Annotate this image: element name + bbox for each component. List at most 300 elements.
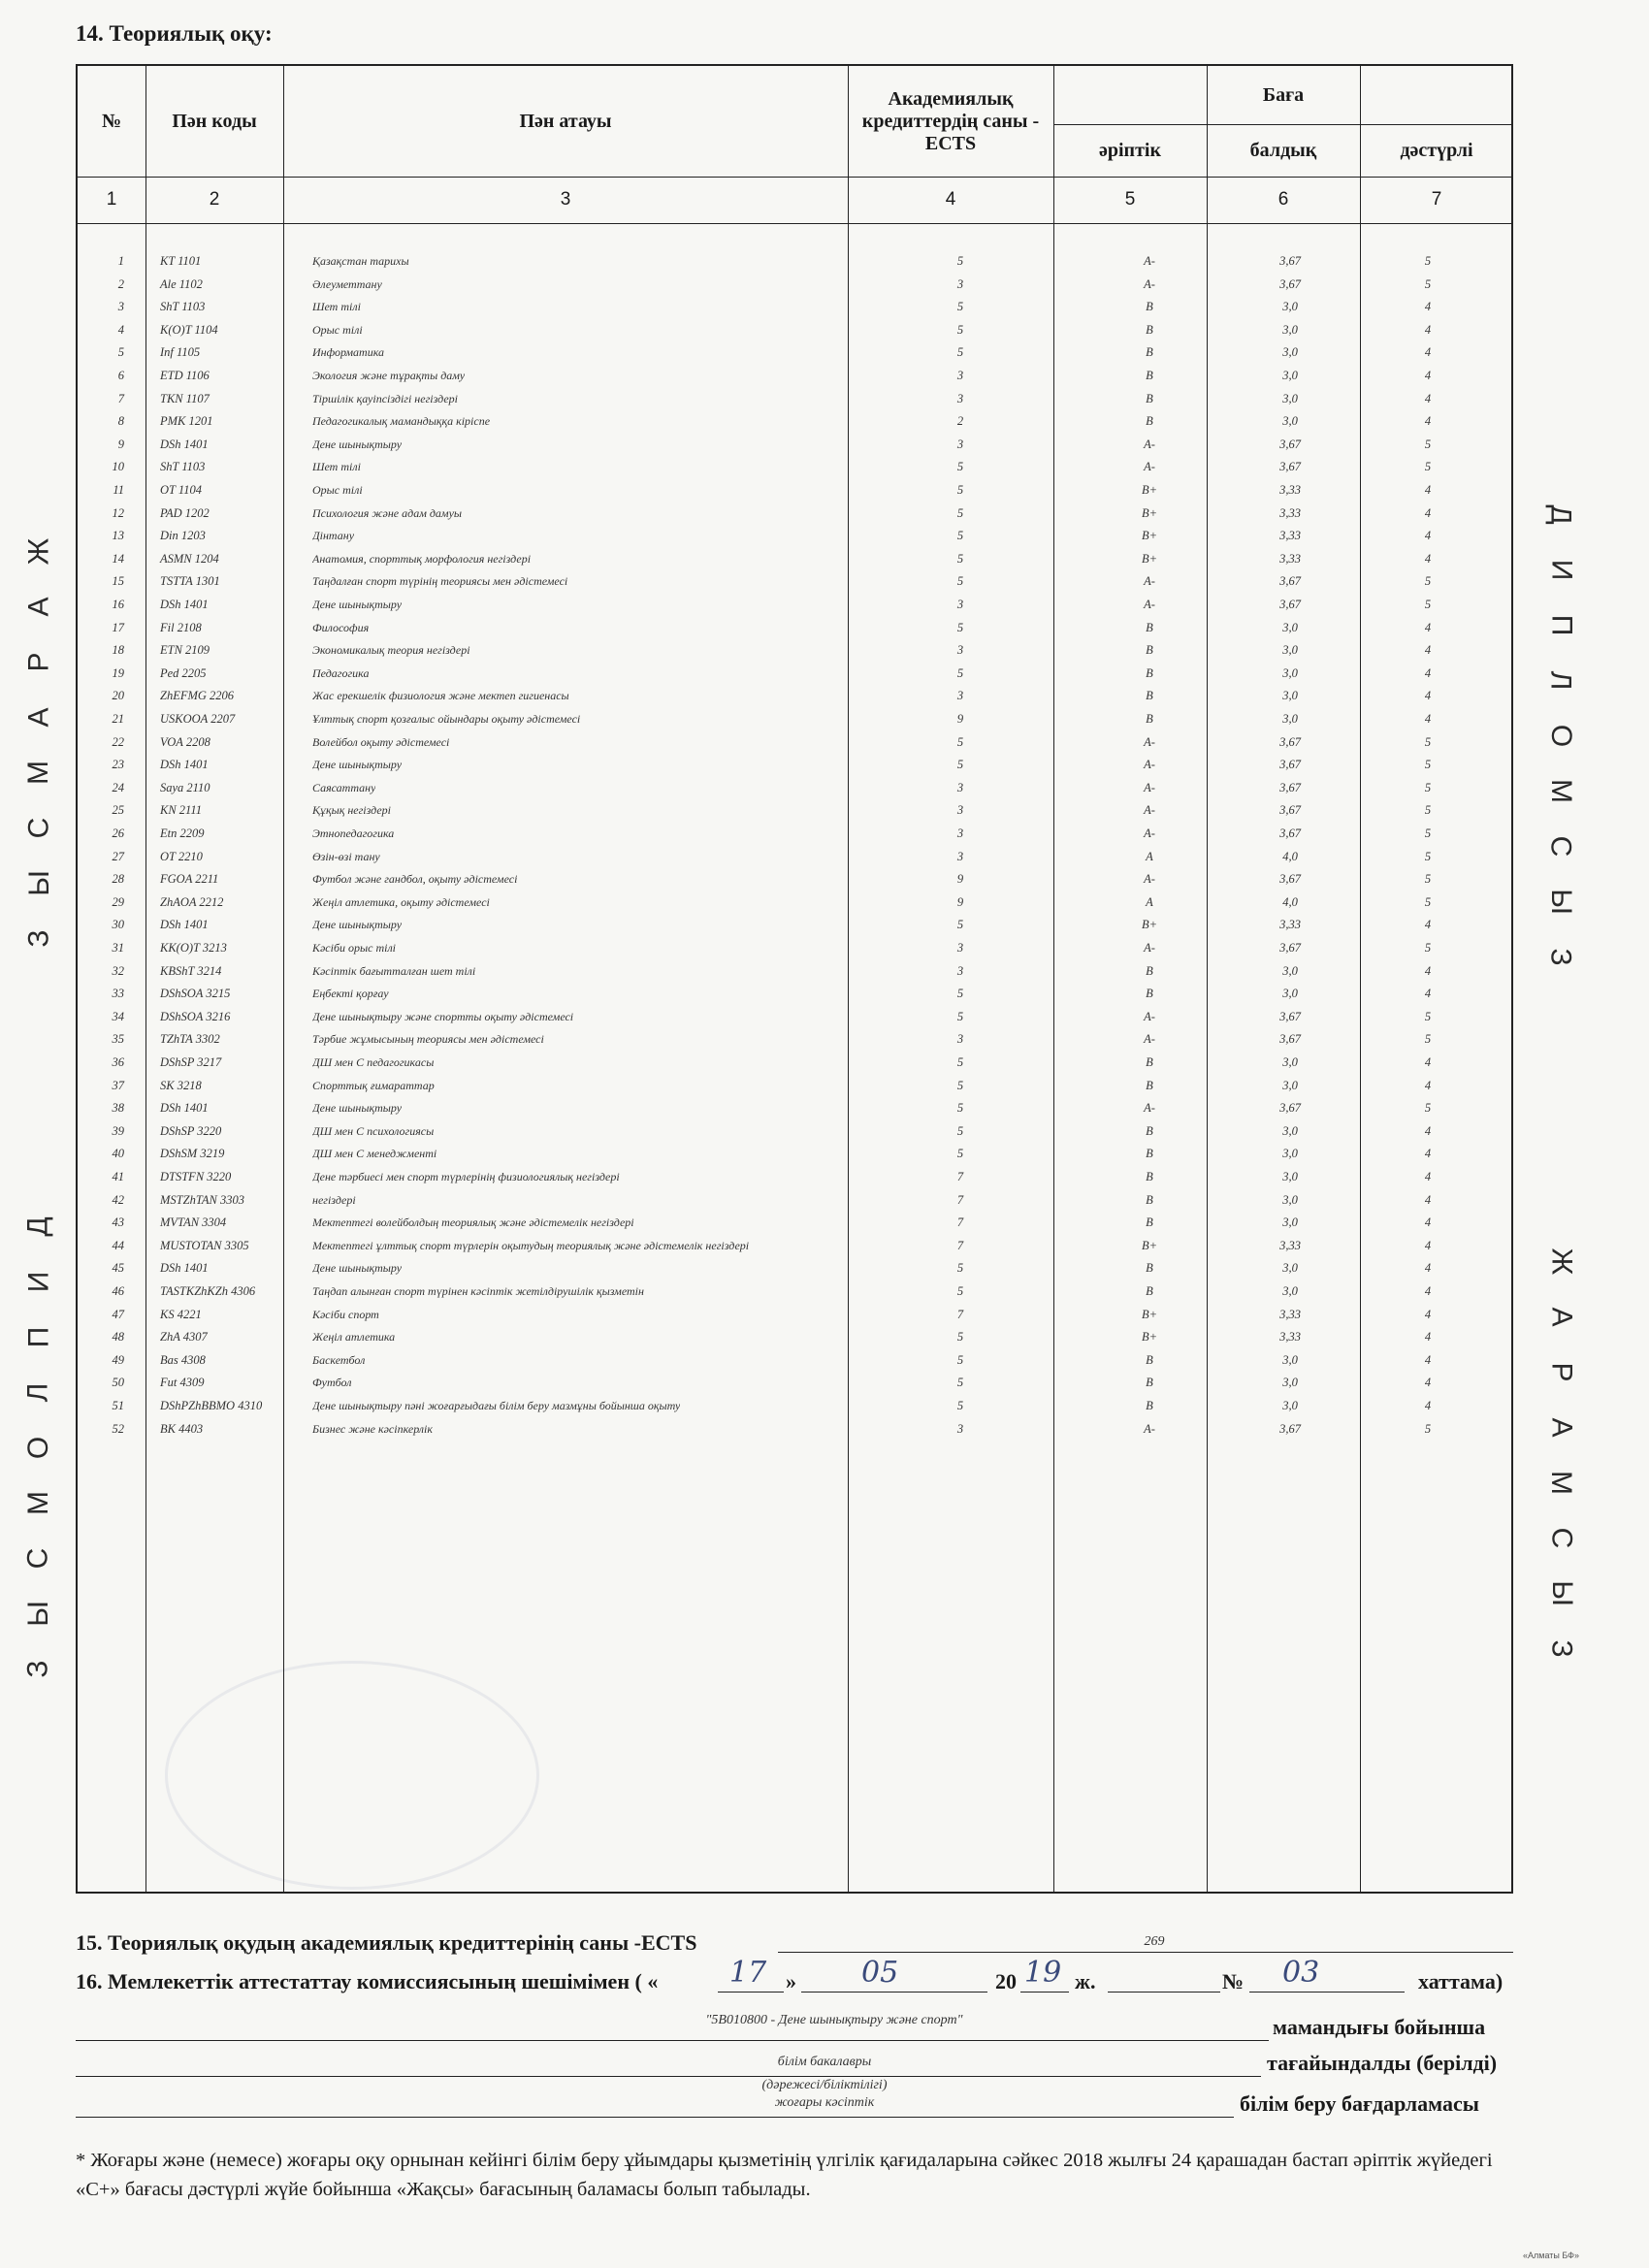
- course-code: Fil 2108: [160, 620, 202, 634]
- side-caption-letter: А: [1545, 1307, 1578, 1327]
- handwritten-month: 05: [861, 1956, 899, 1990]
- table-row: [0, 689, 1649, 711]
- side-caption-letter: М: [22, 761, 55, 785]
- grade-traditional: 5: [1424, 849, 1432, 863]
- course-name: Таңдап алынған спорт түрінен кәсіптік жетілдірушілік қызметін: [312, 1284, 644, 1298]
- course-code: MVTAN 3304: [160, 1215, 227, 1230]
- grade-traditional: 5: [1424, 276, 1432, 291]
- grade-points: 3,0: [1282, 322, 1298, 337]
- grade-traditional: 5: [1424, 254, 1432, 268]
- course-name: Футбол: [312, 1376, 352, 1390]
- course-name: Анатомия, спорттық морфология негіздері: [312, 551, 532, 566]
- column-number: 2: [209, 189, 220, 210]
- header-credits: Академиялық кредиттердің саны - ECTS: [861, 87, 1040, 154]
- grade-points: 3,33: [1279, 551, 1301, 566]
- grade-letter: B+: [1141, 918, 1158, 932]
- course-credits: 7: [956, 1170, 964, 1183]
- row-number: 38: [112, 1101, 124, 1116]
- table-row: [0, 781, 1649, 803]
- grade-letter: B: [1146, 1192, 1153, 1207]
- course-code: DSh 1401: [160, 1101, 209, 1116]
- course-code: KT 1101: [160, 254, 202, 268]
- row-number: 39: [112, 1123, 124, 1138]
- course-code: OT 1104: [160, 483, 202, 497]
- table-row: [0, 1032, 1649, 1054]
- grade-traditional: 5: [1424, 894, 1432, 909]
- row-number: 32: [112, 963, 124, 978]
- grade-letter: A-: [1144, 598, 1155, 611]
- course-code: Din 1203: [160, 529, 206, 543]
- grade-points: 3,67: [1279, 734, 1301, 749]
- course-credits: 5: [956, 1078, 964, 1092]
- grade-points: 3,33: [1279, 918, 1301, 932]
- grade-traditional: 4: [1424, 963, 1432, 978]
- course-code: VOA 2208: [160, 734, 210, 749]
- table-row: [0, 254, 1649, 276]
- course-credits: 9: [956, 872, 964, 887]
- side-caption-letter: З: [1545, 1639, 1578, 1658]
- footnote: * Жоғары және (немесе) жоғары оқу орнынан кейінгі білім беру ұйымдары қызметінің үлгілік қағидаларына сәйкес 2018 жылғы 24 қарашадан бастап әріптік жүйедегі «С+» бағасы дәстүрлі жүйе бойынша «Жақсы» бағасының баламасы болып табылады.: [76, 2150, 1493, 2200]
- table-row: [0, 506, 1649, 529]
- course-code: DShPZhBBMO 4310: [160, 1399, 263, 1412]
- course-credits: 5: [956, 918, 964, 932]
- course-name: ДШ мен С психологиясы: [312, 1123, 435, 1138]
- column-number: 1: [106, 189, 117, 210]
- grade-traditional: 4: [1424, 1284, 1432, 1298]
- course-name: Дінтану: [312, 529, 355, 543]
- table-row: [0, 414, 1649, 437]
- course-credits: 5: [956, 1399, 964, 1412]
- course-credits: 3: [956, 276, 964, 291]
- grade-points: 3,67: [1279, 803, 1301, 818]
- grade-traditional: 5: [1424, 758, 1432, 772]
- grade-letter: B: [1146, 1123, 1153, 1138]
- grade-traditional: 4: [1424, 918, 1432, 932]
- course-code: Etn 2209: [160, 826, 205, 840]
- course-code: MUSTOTAN 3305: [160, 1238, 249, 1252]
- course-credits: 7: [956, 1307, 964, 1321]
- degree-underline: [76, 2076, 1261, 2077]
- grade-traditional: 5: [1424, 460, 1432, 474]
- grade-letter: A-: [1144, 780, 1155, 794]
- course-name: Саясаттану: [312, 780, 376, 794]
- grade-letter: B: [1146, 322, 1153, 337]
- grade-traditional: 5: [1424, 1421, 1432, 1436]
- day-underline: [718, 1992, 784, 1993]
- table-row: [0, 369, 1649, 391]
- row-number: 41: [112, 1170, 124, 1183]
- grade-letter: A-: [1144, 1421, 1155, 1436]
- course-name: Әлеуметтану: [312, 276, 382, 291]
- side-caption-letter: И: [21, 1271, 54, 1293]
- course-credits: 5: [956, 1352, 964, 1367]
- row-number: 24: [112, 780, 124, 794]
- course-code: ZhEFMG 2206: [160, 689, 235, 703]
- course-name: Дене шынықтыру және спортты оқыту әдістемесі: [312, 1009, 574, 1023]
- course-credits: 5: [956, 505, 964, 520]
- month-underline: [801, 1992, 987, 1993]
- side-caption-letter: П: [1544, 614, 1577, 636]
- course-name: ДШ мен С менеджменті: [312, 1147, 437, 1161]
- grade-letter: A-: [1144, 941, 1155, 955]
- grade-letter: B: [1146, 345, 1153, 360]
- table-row: [0, 1261, 1649, 1283]
- grade-points: 3,0: [1282, 1123, 1298, 1138]
- course-credits: 5: [956, 322, 964, 337]
- row-number: 10: [112, 460, 124, 474]
- course-code: DShSOA 3216: [160, 1009, 231, 1023]
- row-number: 13: [112, 529, 124, 543]
- table-row: [0, 392, 1649, 414]
- side-caption-letter: С: [1544, 835, 1577, 858]
- course-credits: 5: [956, 529, 964, 543]
- grade-points: 3,0: [1282, 369, 1298, 382]
- course-code: DSh 1401: [160, 1261, 209, 1276]
- grade-letter: B: [1146, 963, 1153, 978]
- side-caption-letter: М: [1545, 1471, 1578, 1495]
- course-code: KK(O)T 3213: [160, 941, 227, 955]
- course-credits: 5: [956, 551, 964, 566]
- course-code: ZhA 4307: [160, 1330, 208, 1345]
- grade-letter: B: [1146, 1284, 1153, 1298]
- side-caption-letter: Ж: [22, 537, 55, 566]
- course-credits: 5: [956, 758, 964, 772]
- course-name: Кәсіби спорт: [312, 1307, 379, 1321]
- grade-letter: B: [1146, 643, 1153, 658]
- course-code: DSh 1401: [160, 598, 209, 611]
- course-credits: 3: [956, 963, 964, 978]
- degree-suffix: тағайындалды (берілді): [1267, 2051, 1498, 2075]
- grade-points: 3,33: [1279, 483, 1301, 497]
- course-credits: 5: [956, 1330, 964, 1345]
- course-code: KBShT 3214: [160, 963, 222, 978]
- row-number: 47: [112, 1307, 124, 1321]
- grade-traditional: 4: [1424, 1352, 1432, 1367]
- grade-traditional: 5: [1424, 437, 1432, 451]
- grade-points: 3,0: [1282, 1261, 1298, 1276]
- table-row: [0, 323, 1649, 345]
- table-row: [0, 1215, 1649, 1238]
- credits-total-label: 15. Теориялық оқудың академиялық кредиттерінің саны -ECTS: [76, 1930, 697, 1955]
- row-number: 7: [117, 391, 124, 405]
- table-row: [0, 621, 1649, 643]
- table-row: [0, 1284, 1649, 1307]
- side-caption-letter: Ж: [1545, 1247, 1578, 1276]
- grade-letter: B: [1146, 1399, 1153, 1412]
- table-row: [0, 758, 1649, 780]
- table-row: [0, 895, 1649, 918]
- grade-traditional: 5: [1424, 780, 1432, 794]
- course-name: Дене шынықтыру: [312, 918, 403, 932]
- table-row: [0, 300, 1649, 322]
- header-traditional: дәстүрлі: [1400, 139, 1473, 161]
- table-row: [0, 918, 1649, 940]
- side-caption-letter: А: [1545, 1417, 1578, 1438]
- course-name: Мектептегі ұлттық спорт түрлерін оқытудың теориялық және әдістемелік негіздері: [312, 1238, 750, 1252]
- grade-traditional: 4: [1424, 1330, 1432, 1345]
- side-caption-letter: М: [1544, 779, 1577, 803]
- row-number: 6: [117, 369, 124, 382]
- course-credits: 5: [956, 620, 964, 634]
- course-name: Экономикалық теория негіздері: [312, 643, 470, 658]
- grade-points: 3,67: [1279, 276, 1301, 291]
- course-name: Еңбекті қорғау: [312, 987, 389, 1001]
- grade-points: 3,67: [1279, 941, 1301, 955]
- grade-points: 3,33: [1279, 1330, 1301, 1345]
- table-row: [0, 964, 1649, 987]
- course-code: Inf 1105: [160, 345, 201, 360]
- grade-letter: A-: [1144, 276, 1155, 291]
- row-number: 2: [117, 276, 124, 291]
- grade-letter: A-: [1144, 1101, 1155, 1116]
- table-row: [0, 826, 1649, 849]
- grade-traditional: 4: [1424, 1261, 1432, 1276]
- course-credits: 3: [956, 689, 964, 703]
- side-caption-right-bottom: [1535, 1234, 1578, 1676]
- course-code: TASTKZhKZh 4306: [160, 1284, 256, 1298]
- grade-traditional: 4: [1424, 1238, 1432, 1252]
- program-underline: [76, 2117, 1234, 2118]
- grade-points: 3,33: [1279, 505, 1301, 520]
- grade-points: 3,0: [1282, 1284, 1298, 1298]
- grade-points: 3,0: [1282, 1078, 1298, 1092]
- side-caption-left-bottom: [21, 1199, 65, 1697]
- course-code: ETD 1106: [160, 369, 210, 382]
- side-caption-letter: С: [1545, 1527, 1578, 1549]
- grade-letter: A-: [1144, 460, 1155, 474]
- side-caption-letter: А: [22, 597, 55, 617]
- course-credits: 9: [956, 894, 964, 909]
- course-code: Bas 4308: [160, 1352, 206, 1367]
- side-caption-letter: З: [1544, 948, 1577, 966]
- row-number: 33: [112, 987, 124, 1001]
- year-underline: [1020, 1992, 1069, 1993]
- course-name: Педагогикалық мамандыққа кіріспе: [312, 414, 491, 429]
- row-number: 46: [112, 1284, 124, 1298]
- grade-traditional: 4: [1424, 529, 1432, 543]
- row-number: 17: [112, 620, 124, 634]
- side-caption-letter: О: [1544, 724, 1577, 748]
- row-number: 22: [112, 734, 124, 749]
- course-credits: 5: [956, 1009, 964, 1023]
- grade-letter: B: [1146, 1215, 1153, 1230]
- grade-traditional: 4: [1424, 505, 1432, 520]
- grade-points: 3,0: [1282, 689, 1298, 703]
- table-row: [0, 987, 1649, 1009]
- course-credits: 7: [956, 1238, 964, 1252]
- header-points: балдық: [1249, 139, 1317, 161]
- course-name: Экология және тұрақты даму: [312, 369, 466, 382]
- course-credits: 3: [956, 826, 964, 840]
- grade-letter: A-: [1144, 574, 1155, 589]
- grade-letter: A-: [1144, 758, 1155, 772]
- course-code: ASMN 1204: [160, 551, 219, 566]
- grade-traditional: 4: [1424, 665, 1432, 680]
- grade-points: 3,67: [1279, 254, 1301, 268]
- course-code: ETN 2109: [160, 643, 210, 658]
- year-prefix: 20: [995, 1969, 1017, 1993]
- course-name: Футбол және гандбол, оқыту әдістемесі: [312, 872, 518, 887]
- grade-letter: B: [1146, 1147, 1153, 1161]
- course-name: Шет тілі: [312, 300, 361, 314]
- grade-traditional: 4: [1424, 414, 1432, 429]
- course-name: Волейбол оқыту әдістемесі: [312, 734, 450, 749]
- side-caption-letter: Ы: [21, 1601, 54, 1627]
- grade-points: 3,33: [1279, 1238, 1301, 1252]
- grade-traditional: 4: [1424, 391, 1432, 405]
- grade-points: 3,0: [1282, 414, 1298, 429]
- grade-letter: B: [1146, 369, 1153, 382]
- grade-points: 3,0: [1282, 1147, 1298, 1161]
- grade-traditional: 4: [1424, 1399, 1432, 1412]
- table-row: [0, 850, 1649, 872]
- row-number: 3: [117, 300, 124, 314]
- grade-traditional: 5: [1424, 941, 1432, 955]
- grade-letter: B+: [1141, 505, 1158, 520]
- table-row: [0, 1147, 1649, 1169]
- grade-traditional: 4: [1424, 1170, 1432, 1183]
- protocol-underline: [1249, 1992, 1405, 1993]
- side-caption-letter: О: [21, 1436, 54, 1460]
- row-number: 43: [112, 1215, 124, 1230]
- program-suffix: білім беру бағдарламасы: [1240, 2091, 1479, 2116]
- course-credits: 5: [956, 345, 964, 360]
- grade-points: 3,0: [1282, 1055, 1298, 1069]
- course-name: Баскетбол: [312, 1352, 366, 1367]
- grade-points: 3,33: [1279, 529, 1301, 543]
- handwritten-year: 19: [1024, 1956, 1062, 1990]
- grade-traditional: 4: [1424, 689, 1432, 703]
- course-name: ДШ мен С педагогикасы: [312, 1055, 435, 1069]
- course-name: Дене шынықтыру: [312, 1261, 403, 1276]
- grade-traditional: 5: [1424, 734, 1432, 749]
- table-row: [0, 277, 1649, 300]
- course-credits: 5: [956, 483, 964, 497]
- program-value: жоғары кәсіптік: [774, 2095, 875, 2110]
- row-number: 42: [112, 1192, 124, 1207]
- side-caption-letter: З: [21, 1660, 54, 1678]
- number-sign: №: [1222, 1969, 1245, 1993]
- grade-letter: B: [1146, 414, 1153, 429]
- grade-points: 3,0: [1282, 665, 1298, 680]
- row-number: 9: [117, 437, 124, 451]
- grade-traditional: 4: [1424, 1147, 1432, 1161]
- grade-traditional: 4: [1424, 483, 1432, 497]
- grade-letter: B: [1146, 1261, 1153, 1276]
- course-credits: 5: [956, 734, 964, 749]
- grade-traditional: 5: [1424, 872, 1432, 887]
- row-number: 29: [112, 894, 124, 909]
- header-no: №: [101, 110, 122, 132]
- course-name: Дене шынықтыру: [312, 437, 403, 451]
- course-code: DShSOA 3215: [160, 987, 231, 1001]
- course-name: Спорттық ғимараттар: [312, 1078, 435, 1092]
- table-row: [0, 1399, 1649, 1421]
- grade-letter: B: [1146, 1352, 1153, 1367]
- header-letter: әріптік: [1099, 139, 1161, 161]
- table-row: [0, 552, 1649, 574]
- grade-letter: B: [1146, 391, 1153, 405]
- course-credits: 3: [956, 598, 964, 611]
- course-code: FGOA 2211: [160, 872, 219, 887]
- credits-total-underline: [778, 1952, 1513, 1953]
- course-name: Дене шынықтыру пәні жоғарғыдағы білім беру мазмұны бойынша оқыту: [312, 1399, 681, 1412]
- row-number: 12: [112, 505, 124, 520]
- row-number: 44: [112, 1238, 124, 1252]
- table-row: [0, 712, 1649, 734]
- grade-letter: B+: [1141, 1238, 1158, 1252]
- side-caption-letter: Д: [21, 1216, 54, 1237]
- row-number: 27: [112, 849, 124, 863]
- grade-points: 3,0: [1282, 1170, 1298, 1183]
- header-grade: Баға: [1262, 83, 1305, 106]
- course-credits: 7: [956, 1215, 964, 1230]
- side-caption-letter: Р: [22, 652, 55, 672]
- row-number: 25: [112, 803, 124, 818]
- row-number: 15: [112, 574, 124, 589]
- table-row: [0, 529, 1649, 551]
- grade-traditional: 4: [1424, 300, 1432, 314]
- table-row: [0, 735, 1649, 758]
- row-number: 30: [112, 918, 124, 932]
- course-credits: 3: [956, 437, 964, 451]
- course-code: DTSTFN 3220: [160, 1170, 232, 1183]
- course-credits: 5: [956, 1055, 964, 1069]
- header-code: Пән коды: [172, 110, 257, 132]
- table-row: [0, 574, 1649, 597]
- row-number: 14: [112, 551, 124, 566]
- grade-points: 3,0: [1282, 1192, 1298, 1207]
- course-code: DSh 1401: [160, 758, 209, 772]
- course-credits: 5: [956, 460, 964, 474]
- course-credits: 3: [956, 1421, 964, 1436]
- column-number: 5: [1124, 189, 1136, 210]
- course-credits: 9: [956, 712, 964, 726]
- row-number: 49: [112, 1352, 124, 1367]
- row-number: 4: [117, 322, 124, 337]
- handwritten-day: 17: [729, 1956, 767, 1990]
- grade-traditional: 4: [1424, 551, 1432, 566]
- course-name: Информатика: [312, 345, 385, 360]
- row-number: 31: [112, 941, 124, 955]
- grade-traditional: 5: [1424, 826, 1432, 840]
- course-name: Өзін-өзі тану: [312, 849, 380, 863]
- course-name: Педагогика: [312, 665, 370, 680]
- grade-points: 3,0: [1282, 987, 1298, 1001]
- grade-letter: B: [1146, 689, 1153, 703]
- course-name: Дене тәрбиесі мен спорт түрлерінің физиологиялық негіздері: [312, 1170, 620, 1183]
- course-name: Орыс тілі: [312, 322, 363, 337]
- table-row: [0, 1079, 1649, 1101]
- course-credits: 5: [956, 1123, 964, 1138]
- grade-points: 3,0: [1282, 1376, 1298, 1390]
- course-code: ZhAOA 2212: [160, 894, 224, 909]
- side-caption-letter: З: [22, 929, 55, 948]
- grade-traditional: 5: [1424, 1009, 1432, 1023]
- side-caption-letter: Р: [1545, 1362, 1578, 1382]
- side-caption-letter: Ы: [1544, 889, 1577, 915]
- grade-points: 3,67: [1279, 437, 1301, 451]
- course-credits: 5: [956, 300, 964, 314]
- grade-letter: B: [1146, 712, 1153, 726]
- course-code: MSTZhTAN 3303: [160, 1192, 244, 1207]
- course-code: DShSM 3219: [160, 1147, 225, 1161]
- course-credits: 5: [956, 1101, 964, 1116]
- course-name: Психология және адам дамуы: [312, 505, 463, 520]
- course-credits: 2: [956, 414, 964, 429]
- side-caption-right-top: [1535, 487, 1577, 985]
- grade-points: 3,67: [1279, 758, 1301, 772]
